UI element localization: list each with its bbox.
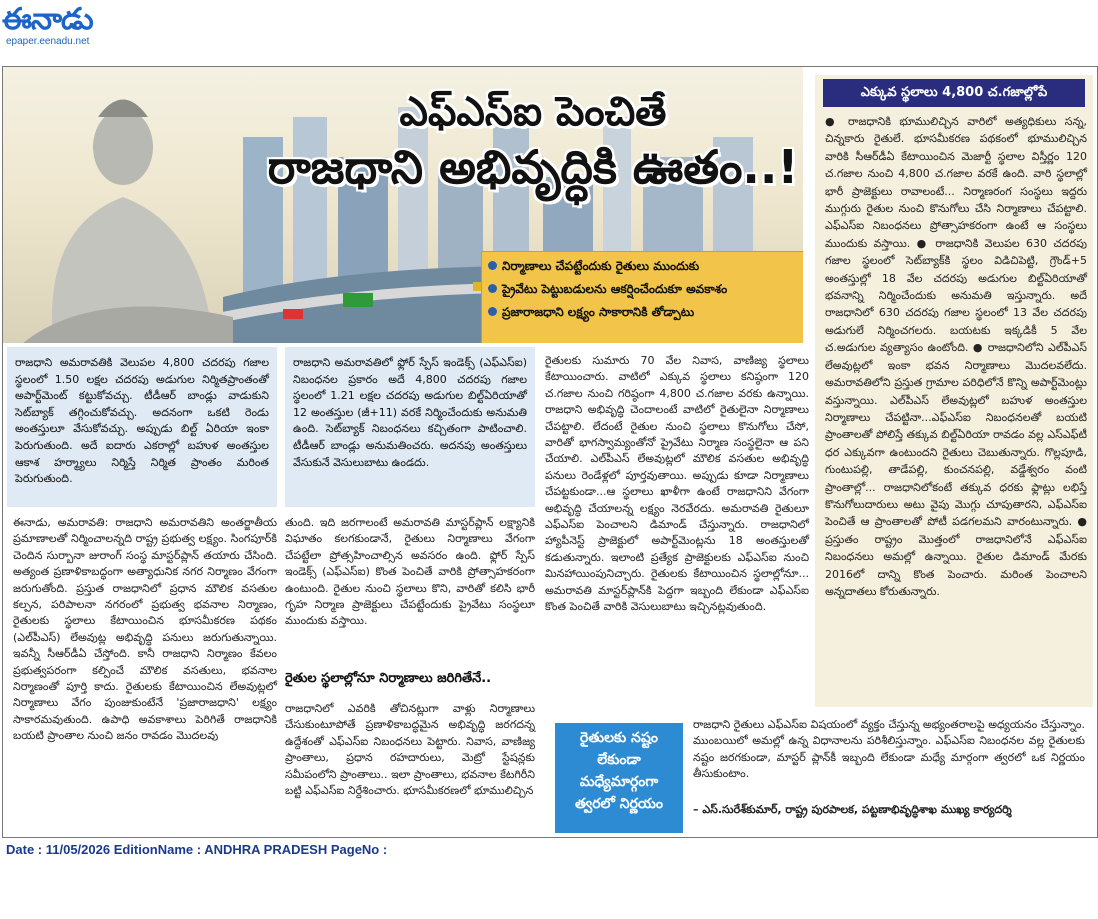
headline-line-1: ఎఫ్‌ఎస్‌ఐ పెంచితే xyxy=(399,89,667,135)
highlight-item xyxy=(482,252,803,275)
article-column-1: ఈనాడు, అమరావతి: రాజధాని అమరావతిని అంతర్జాతీయ ప్రమాణాలతో నిర్మించాలన్నది రాష్ట్ర ప్రభుత్వ లక్ష్యం. సింగపూర్‌కి చెందిన సుర్బానా జురాంగ్‌ సంస్థ మాస్టర్‌ప్లాన్‌ తయారు చేసింది. అత్యంత ప్రణాళికాబద్ధంగా అత్యాధునిక నగర నిర్మాణం వేగంగా జరుగుతోంది. ప్రస్తుత రాజధానిలో ప్రధాన మౌలిక వసతుల కల్పన, పరిపాలనా నగరంలో ప్రభుత్వ భవనాల నిర్మాణం, రైతులకు స్థలాలు కేటాయించిన భూసమీకరణ పథకం (ఎల్‌పీఎస్‌) లేఅవుట్ల అభివృద్ధి పనులు జరుగుతున్నాయి. ఇవన్నీ సీఆర్‌డీఏ చేస్తోంది. కానీ రాజధాని నిర్మాణం కేవలం ప్రభుత్వపరంగా కల్పించే మౌలిక వసతులు, భవనాల నిర్మాణంతో పూర్తి కాదు. రైతులకు కేటాయించిన లేఅవుట్లలో నిర్మాణాలు వేగం పుంజుకుంటేనే 'ప్రజారాజధాని' లక్ష్యం సాకారమవుతుంది. ఉపాధి అవకాశాలు పెరిగితే రాజధానికి బయటి ప్రాంతాల నుంచి జనం రావడం మొదలవు xyxy=(13,516,277,743)
callout-line: లేకుండా xyxy=(597,752,641,768)
official-quote: రాజధాని రైతులు ఎఫ్‌ఎస్‌ఐ విషయంలో వ్యక్తం చేస్తున్న అభ్యంతరాలపై అధ్యయనం చేస్తున్నాం. ముంబయిలో అమల్లో ఉన్న విధానాలను పరిశీలిస్తున్నాం. ఎఫ్‌ఎస్‌ఐ నిబంధనల వల్ల రైతులకు నష్టం జరగకుండా, మాస్టర్‌ ప్లాన్‌కీ ఇబ్బంది లేకుండా మధ్యే మార్గంగా త్వరలో ఒక నిర్ణయం తీసుకుంటాం. xyxy=(693,718,1085,781)
quote-attribution: – ఎస్‌.సురేశ్‌కుమార్‌, రాష్ట్ర పురపాలక, పట్టణాభివృద్ధిశాఖ ముఖ్య కార్యదర్శి xyxy=(693,803,1012,816)
highlight-text: ప్రైవేటు పెట్టుబడులను ఆకర్షించేందుకూ అవకాశం xyxy=(502,282,728,296)
highlight-item xyxy=(482,298,803,321)
logo-url[interactable]: epaper.eenadu.net xyxy=(6,36,90,47)
article-subheading: రైతుల స్థలాల్లోనూ నిర్మాణాలు జరిగితేనే.. xyxy=(285,671,492,686)
hero-illustration xyxy=(3,67,803,343)
highlight-text: ప్రజారాజధాని లక్ష్యం సాకారానికి తోడ్పాటు xyxy=(502,305,695,319)
highlight-item xyxy=(482,275,803,298)
newspaper-clipping xyxy=(2,66,1098,838)
callout-line: మధ్యేమార్గంగా xyxy=(579,774,659,790)
callout-line: రైతులకు నష్టం xyxy=(580,730,658,746)
article-column-3: రైతులకు సుమారు 70 వేల నివాస, వాణిజ్య స్థలాలు కేటాయించారు. వాటిలో ఎక్కువ స్థలాలు కనిష్ఠంగా 120 చ.గజాల నుంచి గరిష్ఠంగా 4,800 చ.గజాల వరకు ఉన్నాయి. రాజధాని అభివృద్ధి చెందాలంటే వాటిలో రైతులైనా నిర్మాణాలు చేపట్టాలి. లేదంటే రైతుల నుంచి స్థలాలు కొనుగోలు చేసో, వారితో భాగస్వామ్యంతోనో ప్రైవేటు నిర్మాణ సంస్థలైనా ఆ పని చేయాలి. ఎల్‌పీఎస్‌ లేఅవుట్లలో మౌలిక వసతుల అభివృద్ధి పనులు రెండేళ్లలో పూర్తవుతాయి. అప్పుడు కూడా నిర్మాణాలు చేపట్టకుండా...ఆ స్థలాలు ఖాళీగా ఉంటే రాజధానిని వేగంగా అభివృద్ధి చేయాలన్న లక్ష్యం నెరవేరదు. అమరావతి రైతులూ ఎఫ్‌ఎస్‌ఐ పెంచాలని డిమాండ్‌ చేస్తున్నారు. రాజధానిలో హ్యాపీనెస్ట్‌ ప్రాజెక్టులో అపార్ట్‌మెంట్లను 18 అంతస్తులతో కడుతున్నారు. ఇలాంటి ప్రత్యేక ప్రాజెక్టులకు ఎఫ్‌ఎస్‌ఐ నుంచి మినహాయింపునిచ్చారు. రైతులకు కేటాయించిన స్థలాల్లోనూ... అమరావతి మాస్టర్‌ప్లాన్‌కి పెద్దగా ఇబ్బంది లేకుండా ఎఫ్‌ఎస్‌ఐ కొంత పెంచితే వారికి వెసులుబాటు ఇచ్చినట్లవుతుంది. xyxy=(545,354,809,614)
bullet-dot-icon xyxy=(488,284,497,293)
callout-box xyxy=(555,723,683,833)
sidebar-heading: ఎక్కువ స్థలాలు 4,800 చ.గజాల్లోపే xyxy=(823,79,1085,107)
sidebar-text: ● రాజధానికి భూములిచ్చిన వారిలో అత్యధికులు సన్న, చిన్నకారు రైతులే. భూసమీకరణ పథకంలో భూములిచ్చిన వారికి సీఆర్‌డీఏ కేటాయించిన మెజార్టీ స్థలాల విస్తీర్ణం 120 చ.గజాల నుంచి 4,800 చ.గజాల వరకే ఉంది. వారి స్థలాల్లో భారీ ప్రాజెక్టులు రావాలంటే... నిర్మాణరంగ సంస్థలు ఇద్దరు ముగ్గురు రైతుల నుంచి కొనుగోలు చేసి నిర్మాణాలు చేపట్టాలి. ఎఫ్‌ఎస్‌ఐ నిబంధనలు ప్రోత్సాహకరంగా ఉంటే ఆ సంస్థలు ముందుకు వస్తాయి. ● రాజధానికి వెలుపల 630 చదరపు గజాల స్థలంలో సెట్‌బ్యాక్‌కి స్థలం విడిచిపెట్టి, గ్రౌండ్‌+5 అంతస్తుల్లో 18 వేల చదరపు అడుగుల బిల్ట్‌ఏరియాతో భవనాన్ని నిర్మించేందుకు అనుమతి ఇస్తున్నారు. అదే రాజధానిలో 630 చదరపు గజాల స్థలంలో 13 వేల చదరపు అడుగులే నిర్మించగలరు. బయటకు ఇక్కడికీ 5 వేల చ.అడుగుల వ్యత్యాసం ఉంటోంది. ● రాజధానిలోని ఎల్‌పీఎస్‌ లేఅవుట్లలో ఇంకా భవన నిర్మాణాలు మొదలవలేదు. అమరావతిలోని ప్రస్తుత గ్రామాల పరిధిలోనే కొన్ని అపార్ట్‌మెంట్లు వస్తున్నాయి. ఎల్‌పీఎస్‌ లేఅవుట్లలో బహుళ అంతస్తుల నిర్మాణాలు చేపట్టినా...ఎఫ్‌ఎస్‌ఐ నిబంధనలతో బయటి ప్రాంతాలతో పోలిస్తే తక్కువ బిల్ట్‌ఏరియా రావడం వల్ల ఎస్‌ఎఫ్‌టీ ధర ఎక్కువగా ఉంటుందని రైతులు చెబుతున్నారు. గొల్లపూడి, గుంటుపల్లి, తాడేపల్లి, కుంచనపల్లి, వడ్డేశ్వరం వంటి ప్రాంతాల్లో... రాజధానిలోకంటే తక్కువ ధరకు ఫ్లాట్లు లభిస్తే కొనుగోలుదారులు అటు వైపు మొగ్గు చూపుతారని, ఎఫ్‌ఎస్‌ఐ పెంచితే ఆ ప్రాంతాలతో పోటీ పడగలమని వారంటున్నారు. ● ప్రస్తుతం రాష్ట్రం మొత్తంలో రాజధానిలోనే ఎఫ్‌ఎస్‌ఐ నిబంధనలు అమల్లో ఉన్నాయి. రైతుల డిమాండ్‌ మేరకు 2016లో దాన్ని కొంత పెంచారు. మరింత పెంచాలని అన్నదాతలు కోరుతున్నారు. xyxy=(825,115,1087,598)
logo[interactable]: ఈనాడు xyxy=(2,2,93,37)
callout-line: త్వరలో నిర్ణయం xyxy=(574,796,664,812)
summary-text-left: రాజధాని అమరావతికి వెలుపల 4,800 చదరపు గజాల స్థలంలో 1.50 లక్షల చదరపు అడుగుల నిర్మితప్రాంతంతో అపార్ట్‌మెంట్‌ కట్టుకోవచ్చు. టీడీఆర్‌ బాండ్లు వాడుకుని సెట్‌బ్యాక్‌ తగ్గించుకోవచ్చు. అదనంగా ఒకటి రెండు అంతస్తులూ వేసుకోవచ్చు. అప్పుడు బిల్ట్‌ ఏరియా ఇంకా పెరుగుతుంది. అదే ఐదారు ఎకరాల్లో బహుళ అంతస్తుల ఆకాశ హర్మ్యాలు నిర్మిస్తే నిర్మిత ప్రాంతం మరింత పెరుగుతుంది. xyxy=(15,356,269,486)
edition-footer: Date : 11/05/2026 EditionName : ANDHRA PRADESH PageNo : xyxy=(6,842,388,857)
sidebar-column xyxy=(815,75,1093,707)
summary-box-left xyxy=(7,347,277,507)
bullet-dot-icon xyxy=(488,307,497,316)
article-column-2: తుంది. ఇది జరగాలంటే అమరావతి మాస్టర్‌ప్లాన్‌ లక్ష్యానికి విఘాతం కలగకుండానే, రైతులు నిర్మాణాలు వేగంగా చేపట్టేలా ప్రోత్సహించాల్సిన అవసరం ఉంది. ఫ్లోర్‌ స్పేస్‌ ఇండెక్స్‌ (ఎఫ్‌ఎస్‌ఐ) కొంత పెంచితే వారికి ప్రోత్సాహకరంగా ఉంటుంది. రైతుల నుంచి స్థలాలు కొని, వారితో కలిసి భారీ గృహ నిర్మాణ ప్రాజెక్టులు చేపట్టేందుకు ప్రైవేటు సంస్థలూ ముందుకు వస్తాయి. xyxy=(285,516,535,628)
highlights-box xyxy=(481,251,803,343)
bullet-dot-icon xyxy=(488,261,497,270)
summary-text-middle: రాజధాని అమరావతిలో ఫ్లోర్‌ స్పేస్‌ ఇండెక్స్‌ (ఎఫ్‌ఎస్‌ఐ) నిబంధనల ప్రకారం అదే 4,800 చదరపు గజాల స్థలంలో 1.21 లక్షల చదరపు అడుగుల బిల్ట్‌ఏరియాతో 12 అంతస్తుల (జీ+11) వరకే నిర్మించేందుకు అనుమతి ఉంది. సెట్‌బ్యాక్‌ నిబంధనలు కచ్చితంగా పాటించాలి. టీడీఆర్‌ బాండ్లు అనుమతించరు. అదనపు అంతస్తులు వేసుకునే వెసులుబాటు ఉండదు. xyxy=(293,356,527,469)
summary-box-middle xyxy=(285,347,535,507)
headline-line-2: రాజధాని అభివృద్ధికి ఊతం..! xyxy=(267,140,799,194)
highlight-text: నిర్మాణాలు చేపట్టేందుకు రైతులు ముందుకు xyxy=(502,259,700,273)
article-column-2-continued: రాజధానిలో ఎవరికి తోచినట్లుగా వాళ్లు నిర్మాణాలు చేసుకుంటూపోతే ప్రణాళికాబద్ధమైన అభివృద్ధి జరగదన్న ఉద్దేశంతో ఎఫ్‌ఎస్‌ఐ నిబంధనలు పెట్టారు. నివాస, వాణిజ్య ప్రాంతాలు, ప్రధాన రహదారులు, మెట్రో స్టేషన్లకు సమీపంలోని ప్రాంతాలు.. ఇలా ప్రాంతాలు, భవనాల కేటగిరీని బట్టి ఎఫ్‌ఎస్‌ఐ నిర్దేశించారు. భూసమీకరణలో భూములిచ్చిన xyxy=(285,702,535,798)
headline xyxy=(253,87,803,197)
masthead xyxy=(0,0,200,60)
buddha-statue-illustration xyxy=(13,87,253,343)
